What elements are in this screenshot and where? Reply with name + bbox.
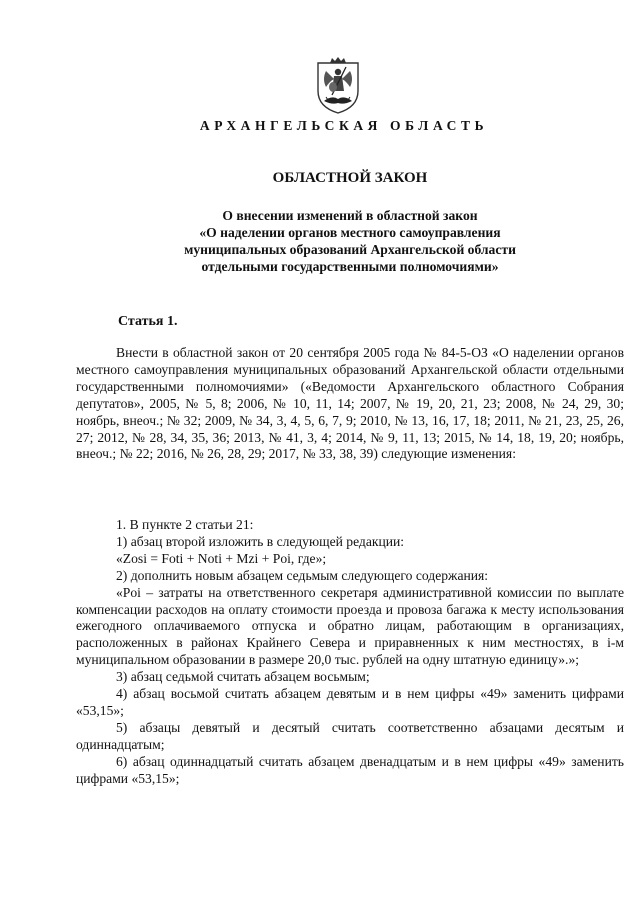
law-title	[76, 207, 624, 275]
amendment-paragraph: 6) абзац одиннадцатый считать абзацем двенадцатым и в нем цифры «49» заменить цифрами «53,15»;	[76, 753, 624, 786]
article-intro	[76, 345, 624, 463]
law-type-heading: ОБЛАСТНОЙ ЗАКОН	[272, 170, 428, 186]
amendment-paragraph: 4) абзац восьмой считать абзацем девятым и в нем цифры «49» заменить цифрами «53,15»;	[76, 686, 624, 718]
amendment-paragraph: 3) абзац седьмой считать абзацем восьмым;	[116, 669, 370, 685]
amendment-paragraph: 1. В пункте 2 статьи 21:	[116, 517, 254, 532]
amendment-paragraph: 1) абзац второй изложить в следующей редакции:	[116, 533, 405, 549]
region-name: АРХАНГЕЛЬСКАЯ ОБЛАСТЬ	[199, 118, 489, 133]
law-title-line: «О наделении органов местного самоуправления	[199, 225, 501, 240]
amendment-paragraph: «Zosi = Foti + Noti + Mzi + Poi, где»;	[116, 550, 327, 566]
law-title-line: муниципальных образований Архангельской области	[184, 242, 516, 257]
coat-of-arms-icon	[314, 57, 362, 115]
amendment-paragraph: 2) дополнить новым абзацем седьмым следующего содержания:	[116, 567, 489, 583]
article-heading: Статья 1.	[118, 314, 178, 329]
law-title-line: отдельными государственными полномочиями»	[201, 259, 499, 274]
amendment-list	[76, 517, 624, 788]
intro-paragraph: Внести в областной закон от 20 сентября 2005 года № 84-5-ОЗ «О наделении органов местного самоуправления муниципальных образований Архангельской области отдельными государственными полномочиями» («Ведомости Архангельского областного Собрания депутатов», 2005, № 5, 8; 2006, № 10, 11, 14; 2007, № 19, 20, 21, 23; 2008, № 24, 29, 30; ноябрь, внеоч.; № 32; 2009, № 34, 3, 4, 5, 6, 7, 9; 2010, № 13, 16, 17, 18; 2011, № 21, 23, 25, 26, 27; 2012, № 28, 34, 35, 36; 2013, № 41, 3, 4; 2014, № 9, 11, 13; 2015, № 14, 18, 19, 20; ноябрь, внеоч.; № 22; 2016, № 26, 28, 29; 2017, № 33, 38, 39) следующие изменения:	[76, 345, 624, 462]
amendment-paragraph: «Poi – затраты на ответственного секретаря административной комиссии по выплате компенсации расходов на оплату стоимости проезда и провоза багажа к месту использования ежегодного оплачиваемого отпуска и обратно лицам, работающим в организациях, расположенных в районах Крайнего Севера и приравненных к ним местностях, в i-м муниципальном образовании в размере 20,0 тыс. рублей на одну штатную единицу».»;	[76, 584, 624, 668]
law-title-line: О внесении изменений в областной закон	[222, 208, 478, 223]
amendment-paragraph: 5) абзацы девятый и десятый считать соответственно абзацами десятым и одиннадцатым;	[76, 719, 624, 752]
